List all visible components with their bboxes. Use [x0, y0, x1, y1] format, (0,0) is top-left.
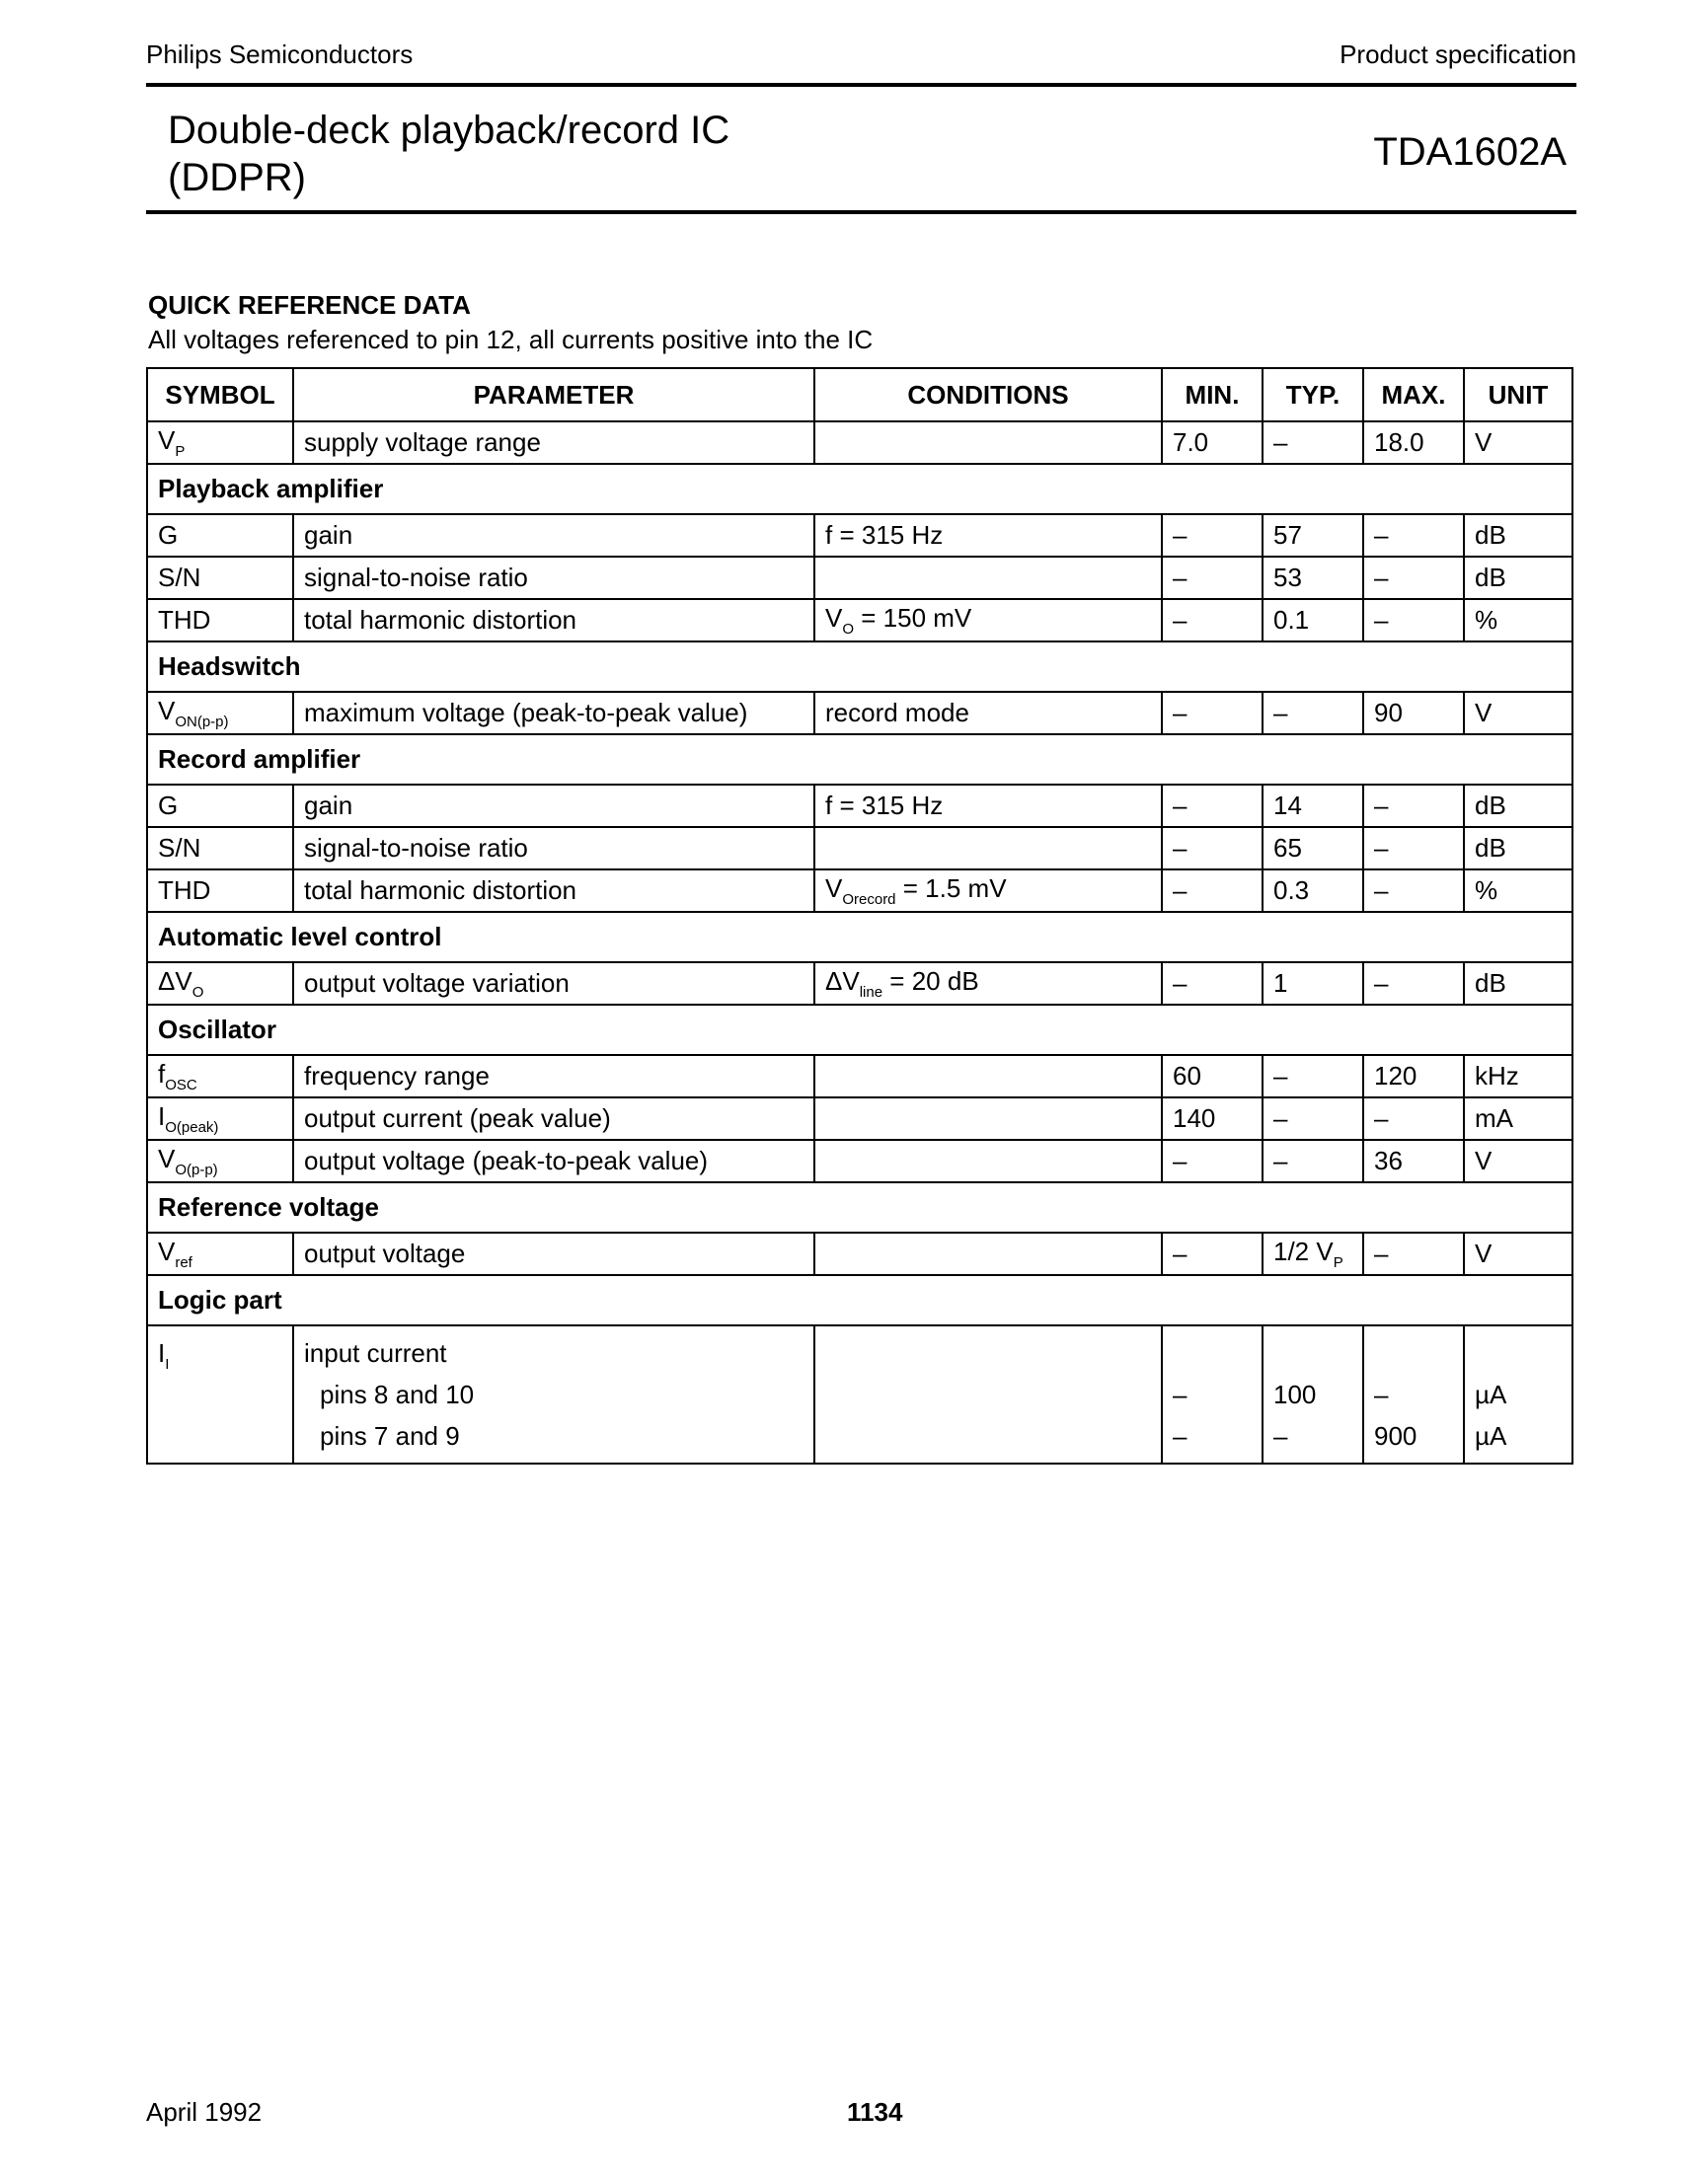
cell-typ: 14	[1263, 785, 1363, 827]
cell-conditions	[814, 557, 1162, 599]
cell-parameter: output voltage variation	[293, 962, 814, 1005]
cell-max: – 900	[1363, 1325, 1464, 1464]
section-row	[147, 912, 1572, 962]
cell-conditions	[814, 1233, 1162, 1275]
footer-date: April 1992	[146, 2097, 263, 2127]
cell-unit: dB	[1464, 557, 1572, 599]
table-row	[147, 514, 1572, 557]
cell-min: 60	[1162, 1055, 1263, 1097]
cell-conditions: $\Delta V_{line} = 20$ dB	[814, 962, 1162, 1005]
cell-typ: 65	[1263, 827, 1363, 869]
table-row	[147, 869, 1572, 912]
cell-unit: %	[1464, 869, 1572, 912]
cell-conditions: $V_{Orecord} = 1.5$ mV	[814, 869, 1162, 912]
header-rule-top	[146, 83, 1576, 87]
cell-min: –	[1162, 785, 1263, 827]
section-title-reference: Reference voltage	[147, 1182, 1572, 1233]
cell-min: –	[1162, 514, 1263, 557]
cell-typ: 1	[1263, 962, 1363, 1005]
cell-parameter: signal-to-noise ratio	[293, 557, 814, 599]
cell-unit: %	[1464, 599, 1572, 641]
cell-conditions	[814, 827, 1162, 869]
cell-typ: –	[1263, 692, 1363, 734]
table-row	[147, 1233, 1572, 1275]
cell-conditions	[814, 421, 1162, 464]
cell-max: –	[1363, 869, 1464, 912]
cell-conditions: f = 315 Hz	[814, 514, 1162, 557]
cell-max: 120	[1363, 1055, 1464, 1097]
section-row	[147, 641, 1572, 692]
cell-symbol: $\Delta V_O$	[147, 962, 293, 1005]
cell-symbol: $f_{OSC}$	[147, 1055, 293, 1097]
cell-min: 7.0	[1162, 421, 1263, 464]
cell-max: –	[1363, 1097, 1464, 1140]
cell-unit: dB	[1464, 962, 1572, 1005]
cell-conditions	[814, 1140, 1162, 1182]
cell-symbol: $I_{O(peak)}$	[147, 1097, 293, 1140]
cell-max: –	[1363, 962, 1464, 1005]
table-row	[147, 1140, 1572, 1182]
cell-conditions: record mode	[814, 692, 1162, 734]
section-row	[147, 1275, 1572, 1325]
cell-min: – –	[1162, 1325, 1263, 1464]
table-row	[147, 962, 1572, 1005]
cell-max: –	[1363, 1233, 1464, 1275]
section-row	[147, 1005, 1572, 1055]
section-row	[147, 1182, 1572, 1233]
col-header-conditions: CONDITIONS	[814, 368, 1162, 421]
cell-typ: 100 –	[1263, 1325, 1363, 1464]
section-row	[147, 734, 1572, 785]
cell-symbol: THD	[147, 869, 293, 912]
cell-unit: µA µA	[1464, 1325, 1572, 1464]
cell-max: –	[1363, 557, 1464, 599]
table-row	[147, 1097, 1572, 1140]
cell-parameter: gain	[293, 514, 814, 557]
cell-typ: 1/2 $V_P$	[1263, 1233, 1363, 1275]
document-title-line2: (DDPR)	[168, 156, 306, 199]
cell-symbol: $V_{O(p-p)}$	[147, 1140, 293, 1182]
table-header-row	[147, 368, 1572, 421]
cell-unit: kHz	[1464, 1055, 1572, 1097]
col-header-unit: UNIT	[1464, 368, 1572, 421]
table-row	[147, 692, 1572, 734]
cell-unit: V	[1464, 692, 1572, 734]
header-doc-type: Product specification	[1340, 39, 1576, 69]
table-row	[147, 421, 1572, 464]
cell-typ: 0.3	[1263, 869, 1363, 912]
cell-typ: –	[1263, 1055, 1363, 1097]
cell-max: –	[1363, 599, 1464, 641]
quick-reference-table	[146, 367, 1573, 1465]
section-title-logic: Logic part	[147, 1275, 1572, 1325]
page-number: 1134	[847, 2097, 903, 2127]
section-note: All voltages referenced to pin 12, all currents positive into the IC	[148, 325, 874, 354]
table-row	[147, 1325, 1572, 1464]
cell-min: –	[1162, 827, 1263, 869]
cell-min: –	[1162, 599, 1263, 641]
section-heading: QUICK REFERENCE DATA	[148, 290, 471, 320]
cell-typ: –	[1263, 421, 1363, 464]
table-row	[147, 599, 1572, 641]
section-title-headswitch: Headswitch	[147, 641, 1572, 692]
col-header-symbol: SYMBOL	[147, 368, 293, 421]
cell-parameter: signal-to-noise ratio	[293, 827, 814, 869]
cell-parameter: output voltage	[293, 1233, 814, 1275]
section-row	[147, 464, 1572, 514]
header-company: Philips Semiconductors	[146, 39, 414, 69]
cell-typ: 53	[1263, 557, 1363, 599]
cell-symbol: S/N	[147, 827, 293, 869]
section-title-playback: Playback amplifier	[147, 464, 1572, 514]
cell-typ: 0.1	[1263, 599, 1363, 641]
cell-symbol: G	[147, 785, 293, 827]
cell-max: 36	[1363, 1140, 1464, 1182]
cell-unit: V	[1464, 1233, 1572, 1275]
cell-symbol: $I_I$	[147, 1325, 293, 1464]
table-row	[147, 827, 1572, 869]
cell-parameter: supply voltage range	[293, 421, 814, 464]
cell-max: –	[1363, 785, 1464, 827]
cell-symbol: THD	[147, 599, 293, 641]
cell-conditions: f = 315 Hz	[814, 785, 1162, 827]
cell-parameter: maximum voltage (peak-to-peak value)	[293, 692, 814, 734]
table-row	[147, 557, 1572, 599]
cell-max: 18.0	[1363, 421, 1464, 464]
cell-symbol: $V_{ON(p-p)}$	[147, 692, 293, 734]
col-header-parameter: PARAMETER	[293, 368, 814, 421]
cell-unit: dB	[1464, 827, 1572, 869]
cell-parameter: output voltage (peak-to-peak value)	[293, 1140, 814, 1182]
document-title	[168, 107, 729, 201]
col-header-typ: TYP.	[1263, 368, 1363, 421]
col-header-min: MIN.	[1162, 368, 1263, 421]
cell-typ: –	[1263, 1097, 1363, 1140]
header-rule-bottom	[146, 210, 1576, 214]
cell-min: –	[1162, 692, 1263, 734]
cell-symbol: S/N	[147, 557, 293, 599]
section-title-alc: Automatic level control	[147, 912, 1572, 962]
document-title-line1: Double-deck playback/record IC	[168, 109, 730, 152]
cell-min: –	[1162, 557, 1263, 599]
cell-parameter: output current (peak value)	[293, 1097, 814, 1140]
cell-max: 90	[1363, 692, 1464, 734]
cell-symbol: $V_P$	[147, 421, 293, 464]
cell-parameter: frequency range	[293, 1055, 814, 1097]
cell-conditions	[814, 1055, 1162, 1097]
cell-typ: –	[1263, 1140, 1363, 1182]
cell-parameter: gain	[293, 785, 814, 827]
cell-typ: 57	[1263, 514, 1363, 557]
cell-symbol: $V_{ref}$	[147, 1233, 293, 1275]
cell-conditions	[814, 1325, 1162, 1464]
cell-parameter: total harmonic distortion	[293, 599, 814, 641]
cell-min: –	[1162, 1233, 1263, 1275]
section-title-record: Record amplifier	[147, 734, 1572, 785]
cell-conditions: $V_O = 150$ mV	[814, 599, 1162, 641]
cell-parameter: input current pins 8 and 10 pins 7 and 9	[293, 1325, 814, 1464]
table-row	[147, 785, 1572, 827]
section-title-oscillator: Oscillator	[147, 1005, 1572, 1055]
cell-min: –	[1162, 962, 1263, 1005]
table-row	[147, 1055, 1572, 1097]
cell-min: –	[1162, 1140, 1263, 1182]
cell-max: –	[1363, 514, 1464, 557]
part-number: TDA1602A	[1373, 130, 1567, 174]
cell-unit: V	[1464, 421, 1572, 464]
cell-max: –	[1363, 827, 1464, 869]
cell-unit: dB	[1464, 785, 1572, 827]
cell-parameter: total harmonic distortion	[293, 869, 814, 912]
cell-unit: mA	[1464, 1097, 1572, 1140]
cell-min: 140	[1162, 1097, 1263, 1140]
cell-unit: V	[1464, 1140, 1572, 1182]
col-header-max: MAX.	[1363, 368, 1464, 421]
cell-min: –	[1162, 869, 1263, 912]
cell-unit: dB	[1464, 514, 1572, 557]
cell-conditions	[814, 1097, 1162, 1140]
cell-symbol: G	[147, 514, 293, 557]
